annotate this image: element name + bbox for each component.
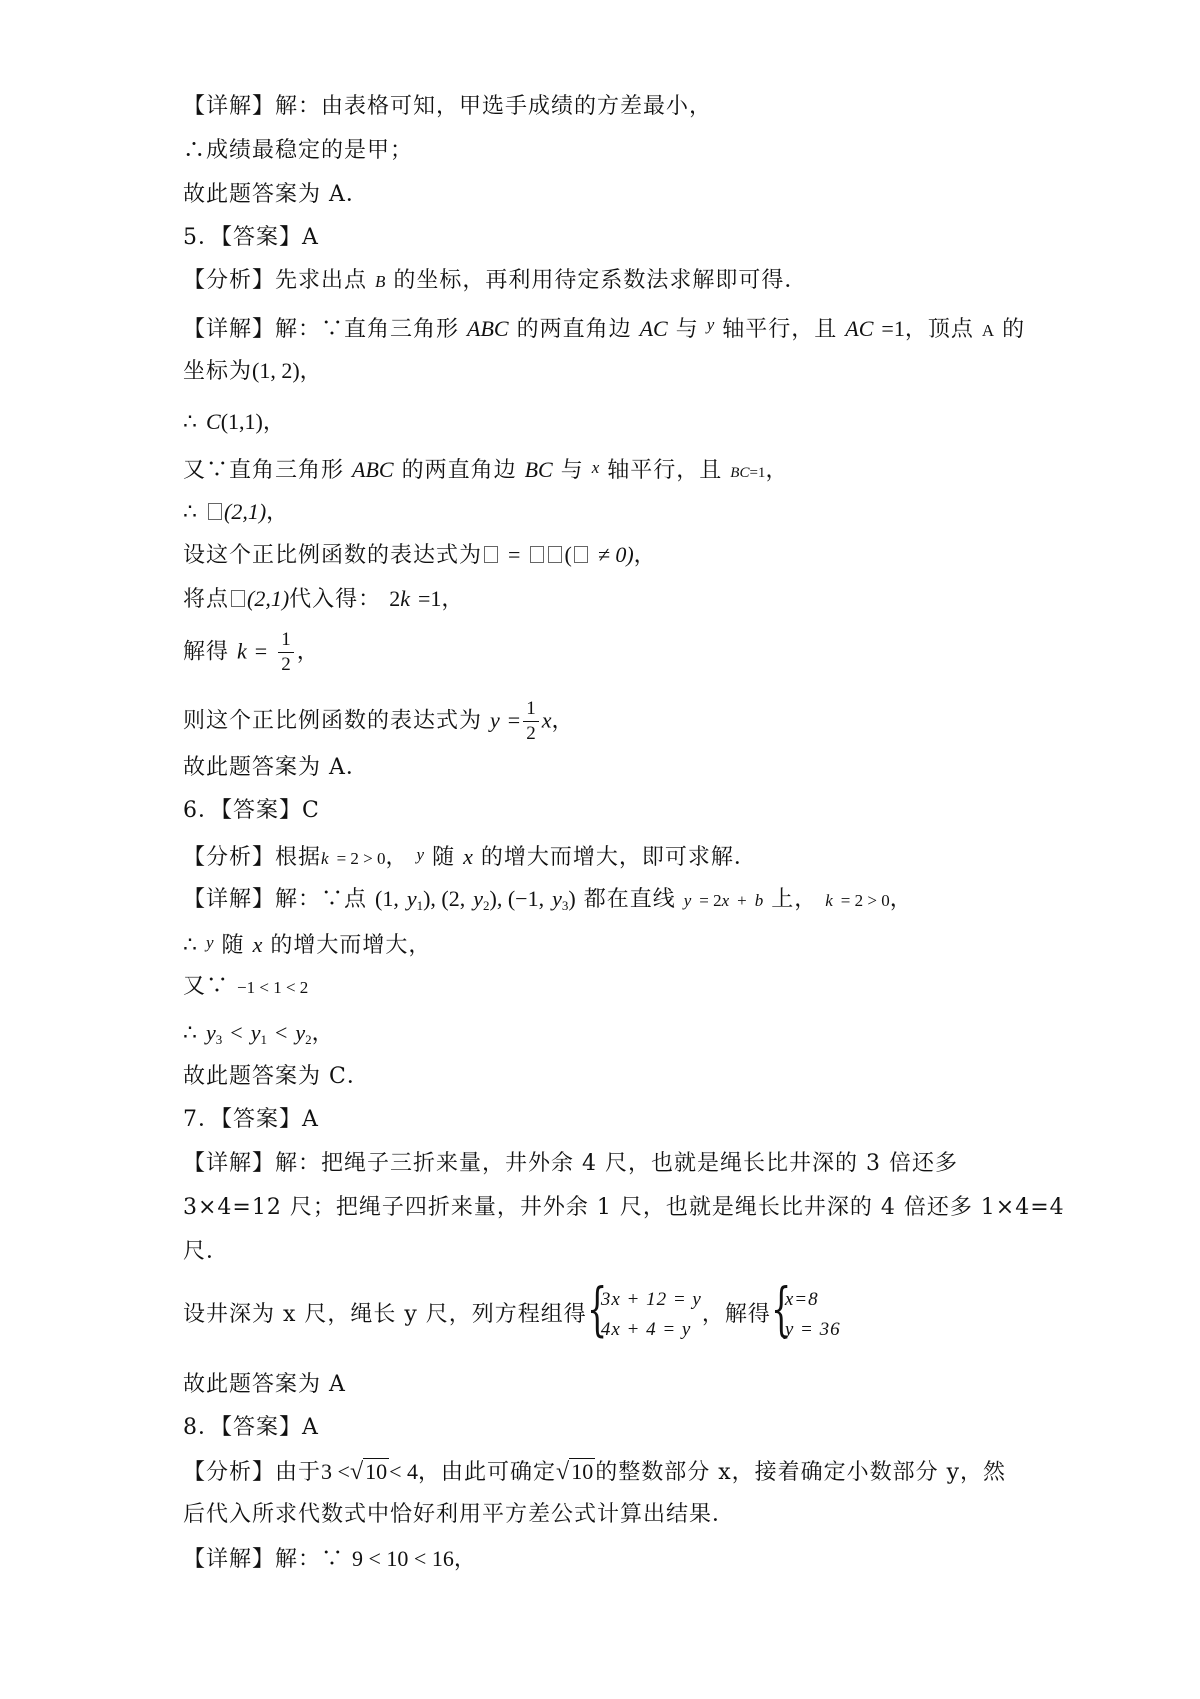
answer-heading-8: 8．【答案】A <box>183 1415 319 1440</box>
text-line: 则这个正比例函数的表达式为 y = $\frac{1}{2}$ x， <box>183 698 575 744</box>
text-line: 故此题答案为 A <box>183 1372 346 1397</box>
text-line: 坐标为(1, 2)， <box>183 358 323 384</box>
text-line: 故此题答案为 C． <box>183 1064 370 1089</box>
text-line: ∴ (2,1)， <box>183 499 290 525</box>
text-line: 将点 (2,1)代入得： 2k =1， <box>183 586 465 612</box>
text-line: 【详解】解：由表格可知，甲选手成绩的方差最小， <box>183 94 713 119</box>
text-line: 尺． <box>183 1239 230 1264</box>
left-brace-icon: { <box>586 1275 608 1343</box>
solution-line: 【详解】解：∵直角三角形 ABC 的两直角边 AC 与 $^y$ 轴平行，且 AC =1，顶点 A 的 <box>183 315 1026 342</box>
text-line: 故此题答案为 A． <box>183 182 369 207</box>
text-line: 设这个正比例函数的表达式为 = ( ≠ 0)， <box>183 542 657 568</box>
placeholder-glyph <box>484 546 498 563</box>
analysis-line: 【分析】由于3 <√10< 4，由此可确定√10的整数部分 x，接着确定小数部分 y，然 <box>183 1459 1007 1485</box>
solution-system: { x=8 y = 36 <box>770 1275 841 1343</box>
text-line: 后代入所求代数式中恰好利用平方差公式计算出结果． <box>183 1502 736 1527</box>
square-root: √10 <box>556 1459 594 1485</box>
equation-line: 设井深为 x 尺，绳长 y 尺，列方程组得 { 3x + 12 = y 4x + 4 = y ，解得 { x=8 y = 36 <box>183 1275 841 1343</box>
placeholder-glyph <box>208 503 222 520</box>
placeholder-glyph <box>574 546 588 563</box>
analysis-line: 【分析】根据k = 2 > 0， y 随 x 的增大而增大，即可求解． <box>183 844 757 870</box>
equation-system: { 3x + 12 = y 4x + 4 = y <box>586 1275 702 1343</box>
text-line: 故此题答案为 A． <box>183 755 369 780</box>
fraction: $\frac{1}{2}$ <box>523 697 539 746</box>
answer-heading-7: 7．【答案】A <box>183 1107 319 1132</box>
text-line: 又∵直角三角形 ABC 的两直角边 BC 与 x 轴平行，且 BC=1， <box>183 457 789 483</box>
text-line: 3×4=12 尺；把绳子四折来量，井外余 1 尺，也就是绳长比井深的 4 倍还多 1×4=4 <box>183 1195 1065 1220</box>
text-line: ∴成绩最稳定的是甲； <box>183 138 414 163</box>
text-line: 解得 k = $\frac{1}{2}$ ， <box>183 629 320 675</box>
text-line: ∴ C(1,1)， <box>183 409 286 435</box>
left-brace-icon: { <box>770 1275 792 1343</box>
solution-line: 【详解】解：∵ 9 < 10 < 16， <box>183 1546 477 1572</box>
answer-heading-6: 6．【答案】C <box>183 798 320 823</box>
placeholder-glyph <box>548 546 562 563</box>
placeholder-glyph <box>530 546 544 563</box>
text-line: 又∵ −1 < 1 < 2 <box>183 974 309 999</box>
analysis-line: 【分析】先求出点 B 的坐标，再利用待定系数法求解即可得． <box>183 268 808 293</box>
answer-heading-5: 5．【答案】A <box>183 225 319 250</box>
text-line: ∴ y 随 x 的增大而增大， <box>183 932 432 958</box>
solution-line: 【详解】解：把绳子三折来量，井外余 4 尺，也就是绳长比井深的 3 倍还多 <box>183 1151 958 1176</box>
solution-line: 【详解】解：∵点 (1, $y_1$), (2, $y_2$), (−1, $y_3$) 都在直线 y = 2x + b 上， k = 2 > 0， <box>183 886 913 913</box>
square-root: √10 <box>349 1459 388 1485</box>
placeholder-glyph <box>231 590 245 607</box>
text-line: ∴ $y_3 < y_1 < y_2$， <box>183 1020 335 1047</box>
fraction: $\frac{1}{2}$ <box>278 628 294 677</box>
